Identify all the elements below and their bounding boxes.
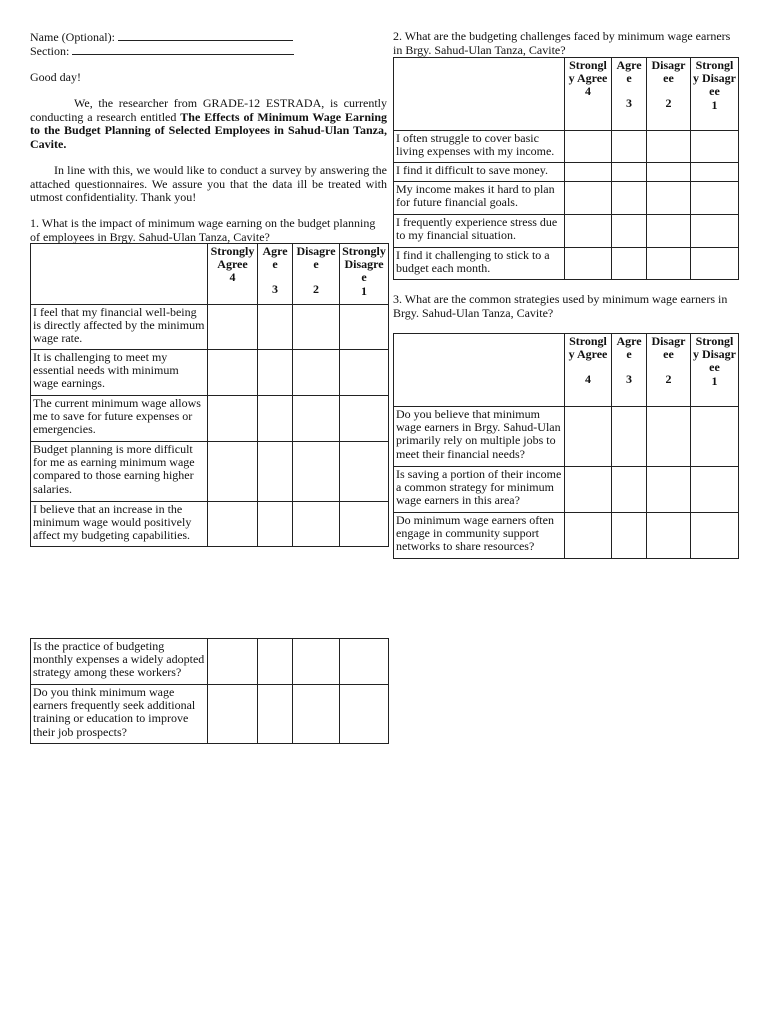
answer-cell-2[interactable] <box>293 502 340 547</box>
answer-cell-1[interactable] <box>691 182 739 215</box>
table-row <box>394 407 739 467</box>
answer-cell-3[interactable] <box>612 163 647 182</box>
table-row <box>394 248 739 280</box>
table-row <box>394 163 739 182</box>
table-row <box>394 513 739 559</box>
answer-cell-4[interactable] <box>208 685 258 744</box>
q3-header-blank <box>394 334 565 407</box>
answer-cell-4[interactable] <box>565 131 612 163</box>
answer-cell-1[interactable] <box>340 639 389 685</box>
statement: The current minimum wage allows me to save for future expenses or emergencies. <box>31 396 208 442</box>
table-row <box>31 350 389 396</box>
statement: I feel that my financial well-being is directly affected by the minimum wage rate. <box>31 305 208 350</box>
answer-cell-1[interactable] <box>340 442 389 502</box>
paragraph-2-text: In line with this, we would like to conduct a survey by answering the attached questionnaires. We assure you that the data ill be treated with utmost confidentiality. Thank you! <box>30 163 387 204</box>
q2-table <box>393 57 739 280</box>
statement: I find it difficult to save money. <box>394 163 565 182</box>
answer-cell-2[interactable] <box>647 248 691 280</box>
answer-cell-2[interactable] <box>647 407 691 467</box>
answer-cell-2[interactable] <box>647 163 691 182</box>
statement: I frequently experience stress due to my financial situation. <box>394 215 565 248</box>
statement: I find it challenging to stick to a budget each month. <box>394 248 565 280</box>
answer-cell-1[interactable] <box>340 396 389 442</box>
table-row <box>394 467 739 513</box>
answer-cell-3[interactable] <box>612 407 647 467</box>
table-row <box>394 131 739 163</box>
answer-cell-1[interactable] <box>691 163 739 182</box>
name-field[interactable] <box>118 29 293 41</box>
statement: It is challenging to meet my essential needs with minimum wage earnings. <box>31 350 208 396</box>
q1-header-blank <box>31 244 208 305</box>
answer-cell-2[interactable] <box>293 305 340 350</box>
answer-cell-3[interactable] <box>258 350 293 396</box>
statement: Do you believe that minimum wage earners in Brgy. Sahud-Ulan primarily rely on multiple jobs to meet their financial needs? <box>394 407 565 467</box>
q1-col-strongly-disagree: Strongly Disagree 1 <box>340 244 389 305</box>
answer-cell-2[interactable] <box>647 215 691 248</box>
answer-cell-2[interactable] <box>293 685 340 744</box>
second-paragraph <box>30 164 387 205</box>
q2-col-disagree: Disagree 2 <box>647 58 691 131</box>
statement: Do you think minimum wage earners frequently seek additional training or education to improve their job prospects? <box>31 685 208 744</box>
section-field[interactable] <box>72 43 294 55</box>
q3-title: 3. What are the common strategies used by minimum wage earners in Brgy. Sahud-Ulan Tanza, Cavite? <box>393 292 728 320</box>
q2-col-strongly-agree: Strongly Agree 4 <box>565 58 612 131</box>
answer-cell-4[interactable] <box>208 639 258 685</box>
name-line <box>30 29 293 44</box>
answer-cell-2[interactable] <box>293 396 340 442</box>
q2-col-agree: Agree 3 <box>612 58 647 131</box>
table-row <box>31 442 389 502</box>
q3-header-row <box>394 334 739 407</box>
statement: Do minimum wage earners often engage in community support networks to share resources? <box>394 513 565 559</box>
answer-cell-1[interactable] <box>691 131 739 163</box>
statement: Is saving a portion of their income a common strategy for minimum wage earners in this area? <box>394 467 565 513</box>
section-label: Section: <box>30 44 70 58</box>
answer-cell-3[interactable] <box>258 685 293 744</box>
q3-col-disagree: Disagree 2 <box>647 334 691 407</box>
table-row <box>31 502 389 547</box>
intro-paragraph <box>30 97 387 151</box>
answer-cell-4[interactable] <box>208 502 258 547</box>
answer-cell-4[interactable] <box>565 182 612 215</box>
answer-cell-1[interactable] <box>340 685 389 744</box>
answer-cell-1[interactable] <box>340 502 389 547</box>
answer-cell-1[interactable] <box>691 467 739 513</box>
statement: Is the practice of budgeting monthly expenses a widely adopted strategy among these workers? <box>31 639 208 685</box>
answer-cell-4[interactable] <box>208 396 258 442</box>
q2-title: 2. What are the budgeting challenges faced by minimum wage earners in Brgy. Sahud-Ulan Tanza, Cavite? <box>393 29 731 57</box>
q3-col-strongly-disagree: Strongly Disagree 1 <box>691 334 739 407</box>
answer-cell-2[interactable] <box>293 639 340 685</box>
q3-table <box>393 333 739 559</box>
statement: I believe that an increase in the minimum wage would positively affect my budgeting capabilities. <box>31 502 208 547</box>
answer-cell-3[interactable] <box>258 305 293 350</box>
answer-cell-4[interactable] <box>565 215 612 248</box>
answer-cell-4[interactable] <box>565 513 612 559</box>
answer-cell-3[interactable] <box>612 131 647 163</box>
q3-col-strongly-agree: Strongly Agree 4 <box>565 334 612 407</box>
answer-cell-1[interactable] <box>691 248 739 280</box>
research-title: The Effects of Minimum Wage Earning to the Budget Planning of Selected Employees in Sahud-Ulan Tanza, Cavite. <box>30 109 388 151</box>
answer-cell-2[interactable] <box>293 442 340 502</box>
intro-lead: We, the researcher from GRADE-12 ESTRADA, is currently conducting a research entitled <box>30 96 387 124</box>
answer-cell-1[interactable] <box>691 215 739 248</box>
table-row <box>394 215 739 248</box>
answer-cell-3[interactable] <box>258 639 293 685</box>
statement: I often struggle to cover basic living expenses with my income. <box>394 131 565 163</box>
answer-cell-2[interactable] <box>293 350 340 396</box>
answer-cell-1[interactable] <box>340 350 389 396</box>
q1-header-row <box>31 244 389 305</box>
answer-cell-3[interactable] <box>612 467 647 513</box>
answer-cell-2[interactable] <box>647 131 691 163</box>
greeting: Good day! <box>30 70 81 84</box>
q2-header-row <box>394 58 739 131</box>
q3-continued-table <box>30 638 389 744</box>
statement: Budget planning is more difficult for me as earning minimum wage compared to those earning higher salaries. <box>31 442 208 502</box>
answer-cell-3[interactable] <box>612 513 647 559</box>
answer-cell-4[interactable] <box>208 305 258 350</box>
q1-col-strongly-agree: Strongly Agree 4 <box>208 244 258 305</box>
table-row <box>31 639 389 685</box>
answer-cell-1[interactable] <box>691 407 739 467</box>
answer-cell-3[interactable] <box>612 248 647 280</box>
answer-cell-4[interactable] <box>565 407 612 467</box>
answer-cell-3[interactable] <box>612 182 647 215</box>
answer-cell-3[interactable] <box>612 215 647 248</box>
answer-cell-3[interactable] <box>258 442 293 502</box>
answer-cell-3[interactable] <box>258 396 293 442</box>
answer-cell-4[interactable] <box>565 163 612 182</box>
answer-cell-1[interactable] <box>340 305 389 350</box>
q1-col-agree: Agree 3 <box>258 244 293 305</box>
q2-col-strongly-disagree: Strongly Disagree 1 <box>691 58 739 131</box>
q2-header-blank <box>394 58 565 131</box>
table-row <box>394 182 739 215</box>
q1-table <box>30 243 389 547</box>
q1-title: 1. What is the impact of minimum wage earning on the budget planning of employees in Brgy. Sahud-Ulan Tanza, Cavite? <box>30 216 376 244</box>
table-row <box>31 685 389 744</box>
section-line <box>30 43 294 58</box>
answer-cell-1[interactable] <box>691 513 739 559</box>
answer-cell-4[interactable] <box>208 350 258 396</box>
answer-cell-2[interactable] <box>647 182 691 215</box>
answer-cell-2[interactable] <box>647 513 691 559</box>
answer-cell-4[interactable] <box>565 248 612 280</box>
name-label: Name (Optional): <box>30 30 115 44</box>
answer-cell-4[interactable] <box>565 467 612 513</box>
answer-cell-3[interactable] <box>258 502 293 547</box>
table-row <box>31 305 389 350</box>
q1-col-disagree: Disagree 2 <box>293 244 340 305</box>
answer-cell-4[interactable] <box>208 442 258 502</box>
table-row <box>31 396 389 442</box>
answer-cell-2[interactable] <box>647 467 691 513</box>
q3-col-agree: Agree 3 <box>612 334 647 407</box>
statement: My income makes it hard to plan for future financial goals. <box>394 182 565 215</box>
